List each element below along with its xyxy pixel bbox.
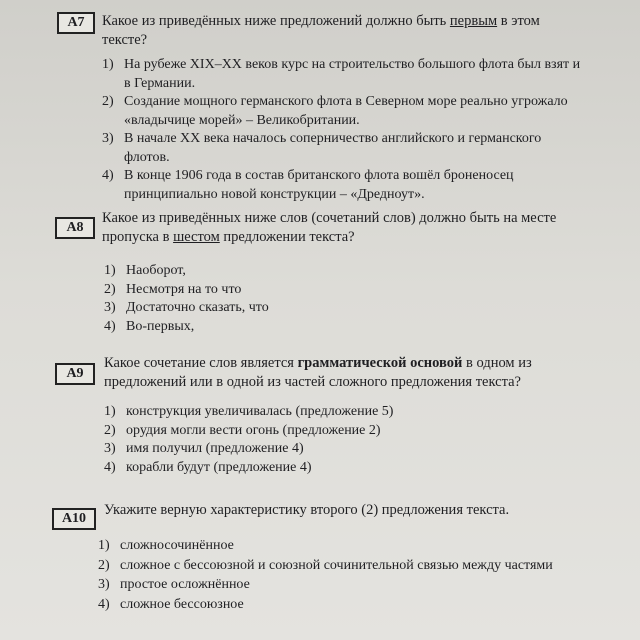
option-text: В начале XX века началось соперничество английского и германского флотов. xyxy=(124,131,542,165)
task-number-badge: A10 xyxy=(52,508,96,530)
answer-option[interactable] xyxy=(102,93,590,130)
task-question xyxy=(102,12,580,50)
task-number-badge: A9 xyxy=(55,363,95,385)
answer-option[interactable] xyxy=(102,56,590,93)
question-emphasis: шестом xyxy=(173,229,220,245)
option-number: 3) xyxy=(104,300,116,315)
question-emphasis: первым xyxy=(449,13,498,29)
question-text: Какое сочетание слов является xyxy=(104,355,298,371)
answer-option[interactable] xyxy=(102,130,590,167)
answer-options xyxy=(104,403,584,477)
question-text: предложении текста? xyxy=(219,229,355,245)
option-number: 2) xyxy=(104,422,116,438)
option-text: орудия могли вести огонь (предложение 2) xyxy=(126,422,381,438)
option-text: Создание мощного германского флота в Северном море реально угрожало «владычице морей» – Великобритании. xyxy=(124,94,568,128)
option-text: На рубеже XIX–XX веков курс на строительство большого флота был взят и в Германии. xyxy=(124,57,581,91)
answer-option[interactable] xyxy=(104,403,584,422)
option-number: 3) xyxy=(104,441,116,456)
answer-option[interactable] xyxy=(102,167,590,204)
answer-option[interactable] xyxy=(98,536,598,556)
option-text: сложносочинённое xyxy=(120,538,234,553)
option-number: 1) xyxy=(98,538,110,553)
option-number: 1) xyxy=(102,57,114,72)
option-number: 3) xyxy=(98,577,110,592)
answer-options xyxy=(98,536,598,614)
option-text: конструкция увеличивалась (предложение 5) xyxy=(126,404,394,419)
option-text: Достаточно сказать, что xyxy=(126,300,269,315)
option-number: 2) xyxy=(98,557,110,573)
option-number: 4) xyxy=(104,318,116,334)
option-number: 4) xyxy=(102,168,114,183)
option-text: сложное с бессоюзной и союзной сочинительной связью между частями xyxy=(120,557,553,573)
option-text: Несмотря на то что xyxy=(126,281,242,297)
answer-option[interactable] xyxy=(104,281,584,300)
answer-option[interactable] xyxy=(98,556,598,576)
task-number-badge: A7 xyxy=(57,12,95,34)
answer-option[interactable] xyxy=(104,440,584,459)
task-question xyxy=(104,354,590,392)
option-number: 2) xyxy=(102,94,114,109)
option-text: Наоборот, xyxy=(126,263,186,278)
answer-option[interactable] xyxy=(104,422,584,441)
option-number: 4) xyxy=(98,596,110,612)
answer-option[interactable] xyxy=(104,299,584,318)
question-emphasis: грамматической основой xyxy=(297,355,463,371)
question-text: в одном из предложений или в одной из частей сложного предложения текста? xyxy=(104,355,532,390)
answer-options xyxy=(104,262,584,336)
option-text: простое осложнённое xyxy=(120,577,250,592)
option-number: 1) xyxy=(104,263,116,278)
option-number: 4) xyxy=(104,459,116,475)
question-text: в этом тексте? xyxy=(102,13,540,48)
option-number: 2) xyxy=(104,281,116,297)
option-number: 1) xyxy=(104,404,116,419)
option-text: имя получил (предложение 4) xyxy=(126,441,304,456)
answer-option[interactable] xyxy=(98,595,598,615)
option-text: Во-первых, xyxy=(126,318,195,334)
question-text: Какое из приведённых ниже слов (сочетаний слов) должно быть на месте пропуска в xyxy=(102,210,557,245)
option-text: В конце 1906 года в состав британского флота вошёл броненосец принципиально новой конструкции – «Дредноут». xyxy=(124,168,514,202)
task-question: Укажите верную характеристику второго (2) предложения текста. xyxy=(104,502,510,518)
answer-option[interactable] xyxy=(104,262,584,281)
task-question xyxy=(102,209,590,247)
question-text: Какое из приведённых ниже предложений должно быть xyxy=(102,13,450,29)
task-number-badge: A8 xyxy=(55,217,95,239)
answer-option[interactable] xyxy=(104,459,584,478)
option-number: 3) xyxy=(102,131,114,146)
option-text: сложное бессоюзное xyxy=(120,596,244,612)
answer-option[interactable] xyxy=(104,318,584,337)
option-text: корабли будут (предложение 4) xyxy=(126,459,312,475)
answer-options xyxy=(102,56,590,204)
answer-option[interactable] xyxy=(98,575,598,595)
